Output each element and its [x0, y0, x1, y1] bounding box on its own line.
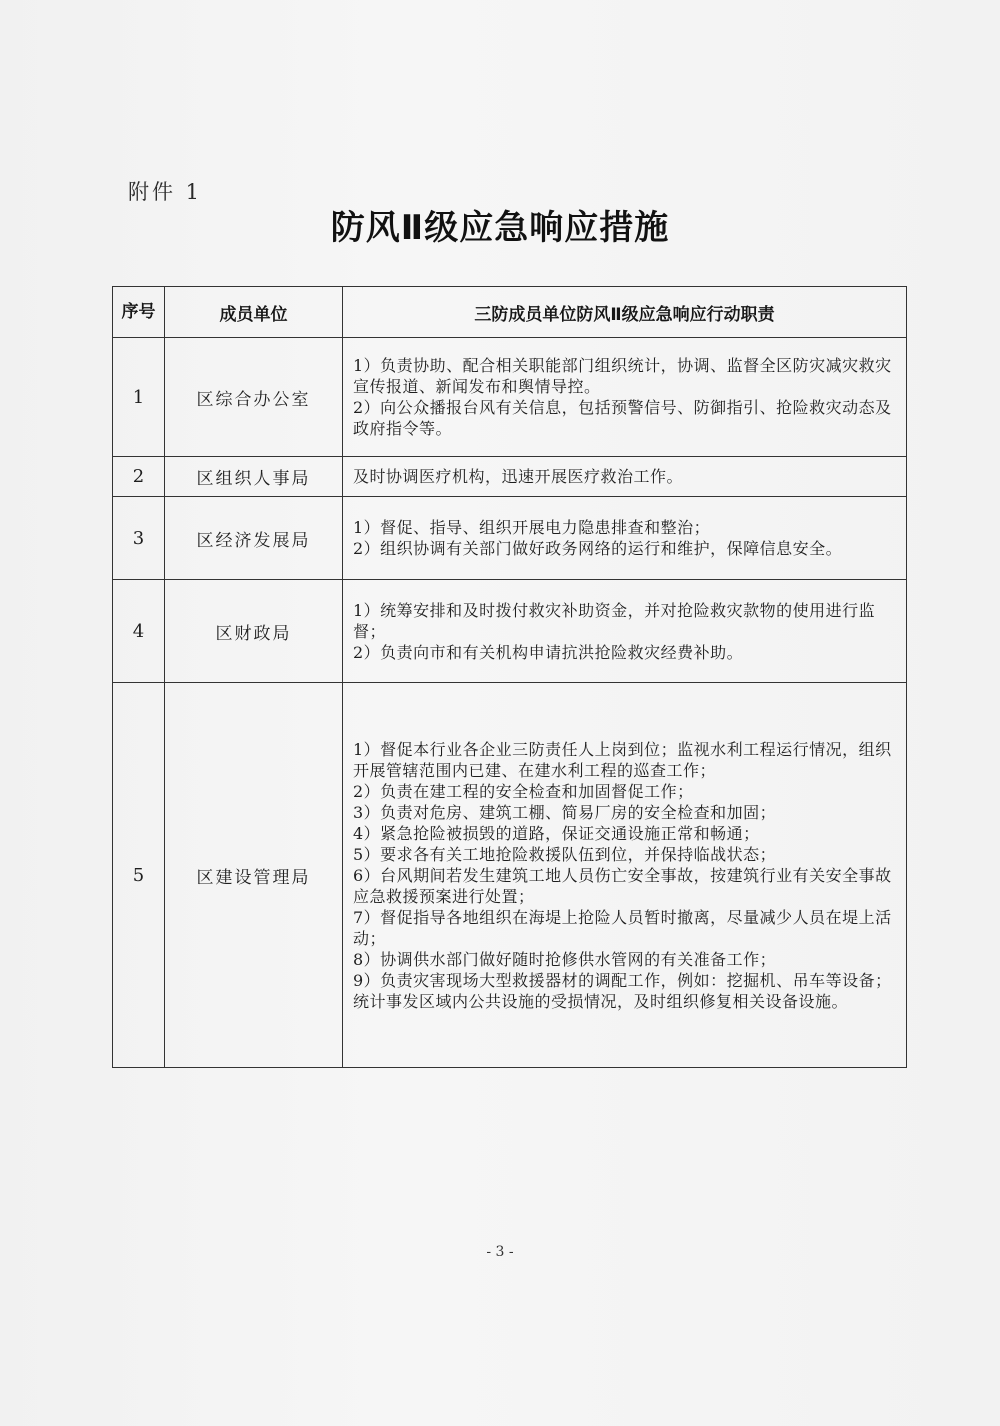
- row-unit: 区组织人事局: [165, 457, 343, 497]
- table-row: [113, 338, 907, 457]
- header-serial-number: 序号: [113, 287, 165, 338]
- duty-item: 9）负责灾害现场大型救援器材的调配工作，例如：挖掘机、吊车等设备；统计事发区域内公共设施的受损情况，及时组织修复相关设备设施。: [353, 970, 892, 1011]
- duty-item: 2）组织协调有关部门做好政务网络的运行和维护，保障信息安全。: [353, 539, 843, 558]
- row-unit: 区建设管理局: [165, 683, 343, 1068]
- header-member-unit: 成员单位: [165, 287, 343, 338]
- duty-item: 1）负责协助、配合相关职能部门组织统计，协调、监督全区防灾减灾救灾宣传报道、新闻发布和舆情导控。: [353, 356, 892, 396]
- duty-item: 5）要求各有关工地抢险救援队伍到位，并保持临战状态；: [353, 844, 777, 864]
- document-title: 防风Ⅱ级应急响应措施: [330, 208, 670, 248]
- row-unit: 区经济发展局: [165, 497, 343, 580]
- duty-item: 2）向公众播报台风有关信息，包括预警信号、防御指引、抢险救灾动态及政府指令等。: [353, 398, 892, 438]
- duty-item: 4）紧急抢险被损毁的道路，保证交通设施正常和畅通；: [353, 823, 760, 843]
- duty-item: 2）负责在建工程的安全检查和加固督促工作；: [353, 781, 694, 801]
- row-duties: [343, 497, 907, 580]
- table-row: [113, 580, 907, 683]
- header-duties: 三防成员单位防风Ⅱ级应急响应行动职责: [343, 287, 907, 338]
- duty-item: 7）督促指导各地组织在海堤上抢险人员暂时撤离，尽量减少人员在堤上活动；: [353, 907, 892, 948]
- table-row: [113, 457, 907, 497]
- duty-item: 3）负责对危房、建筑工棚、简易厂房的安全检查和加固；: [353, 802, 777, 822]
- row-duties: [343, 457, 907, 497]
- row-unit: 区财政局: [165, 580, 343, 683]
- duty-item: 1）统筹安排和及时拨付救灾补助资金，并对抢险救灾款物的使用进行监督；: [353, 600, 876, 641]
- page-number: - 3 -: [486, 1244, 514, 1260]
- row-number: 2: [113, 457, 165, 497]
- table-header-row: [113, 287, 907, 338]
- duty-item: 1）督促、指导、组织开展电力隐患排查和整治；: [353, 518, 711, 537]
- attachment-label: 附件 1: [128, 180, 203, 204]
- row-duties: [343, 338, 907, 457]
- duty-item: 6）台风期间若发生建筑工地人员伤亡安全事故，按建筑行业有关安全事故应急救援预案进行处置；: [353, 865, 892, 906]
- row-number: 3: [113, 497, 165, 580]
- row-unit: 区综合办公室: [165, 338, 343, 457]
- row-number: 5: [113, 683, 165, 1068]
- table-row: [113, 497, 907, 580]
- table-row: [113, 683, 907, 1068]
- duty-item: 及时协调医疗机构，迅速开展医疗救治工作。: [353, 467, 684, 486]
- responsibility-table: [112, 286, 907, 1068]
- duty-item: 1）督促本行业各企业三防责任人上岗到位；监视水利工程运行情况，组织开展管辖范围内已建、在建水利工程的巡查工作；: [353, 739, 892, 780]
- row-duties: [343, 683, 907, 1068]
- row-number: 1: [113, 338, 165, 457]
- row-duties: [343, 580, 907, 683]
- row-number: 4: [113, 580, 165, 683]
- duty-item: 2）负责向市和有关机构申请抗洪抢险救灾经费补助。: [353, 642, 744, 662]
- duty-item: 8）协调供水部门做好随时抢修供水管网的有关准备工作；: [353, 949, 777, 969]
